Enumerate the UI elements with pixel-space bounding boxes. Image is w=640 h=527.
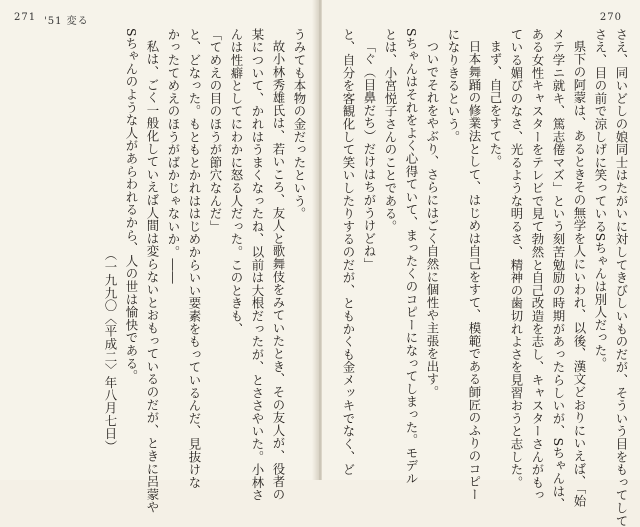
text-column: と、自分を客観化して笑いしたりするのだが、ともかくも金メッキでなく、ど (341, 28, 356, 476)
text-column: 某について、かれはうまくなったね、以前は大根だったが、とささやいた。小林さ (250, 28, 265, 502)
text-column: うみても本物の金だったという。 (292, 28, 307, 220)
left-page (0, 0, 318, 514)
text-column: かったてめえのほうがばかじゃないか。―― (166, 28, 181, 284)
text-column: 故小林秀雄氏は、若いころ、友人と歌舞伎をみていたとき、その友人が、役者の (271, 40, 286, 502)
text-column: ついでそれをやぶり、さらにはごく自然に個性や主張を出す。 (425, 40, 440, 399)
text-column: さえ、目の前で涼しげに笑っているSちゃんは別人だった。 (593, 28, 608, 370)
text-column: ある女性キャスターをテレビで見て勃然と自己改造を志し、キャスターさんがもっ (530, 28, 545, 502)
right-page (322, 0, 640, 527)
text-column: んは性癖としてにわかに怒る人だった。このときも、 (229, 28, 244, 336)
text-column: 「ぐ（目鼻だち）だけはちがうけどね」 (362, 40, 377, 271)
text-column: メテ学ニ就キ、篤志倦マズ」という刻苦勉励の時期があったらしいが、Sちゃんは、 (551, 28, 566, 511)
text-column: になりきるという。 (446, 28, 461, 144)
text-column: ている媚びのなさ、光るような明るさ、精神の歯切れよさを見習おうと志した。 (509, 28, 524, 489)
text-column: と、どなった。もともとかれははじめからいい要素をもっているんだ、見抜けな (187, 28, 202, 489)
right-page-number: 270 (599, 12, 622, 23)
text-column: 「てめえの目のほうが節穴なんだ」 (208, 28, 223, 233)
left-page-number: 271 (14, 12, 37, 23)
date-line: （一九九〇〈平成二〉年八月七日） (103, 248, 118, 453)
text-column: Sちゃんはそれをよく心得ていて、まったくのコピーになってしまった。モデル (404, 28, 419, 485)
text-column: さえ、同いどしの娘同士はたがいに対してきびしいものだが、そういう目をもってして (614, 28, 629, 527)
text-column: まず、自己をすてた。 (488, 40, 503, 169)
text-column: とは、小宮悦子さんのことである。 (383, 28, 398, 233)
text-column: 日本舞踊の修業法として、はじめは自己をすて、模範である師匠のふりのコピー (467, 40, 482, 502)
left-page-text (10, 28, 310, 514)
running-title: '51 変る (44, 16, 89, 27)
text-column: 県下の阿蒙は、あるときその無学を人にいわれ、以後、漢文どおりにいえば、「始 (572, 40, 587, 508)
text-column: 私は、ごく一般化していえば人間は変らないとおもっているのだが、ときに呂蒙や (145, 40, 160, 514)
text-column: Sちゃんのような人があらわれるから、人の世は愉快である。 (124, 28, 139, 383)
right-page-text (332, 28, 632, 527)
